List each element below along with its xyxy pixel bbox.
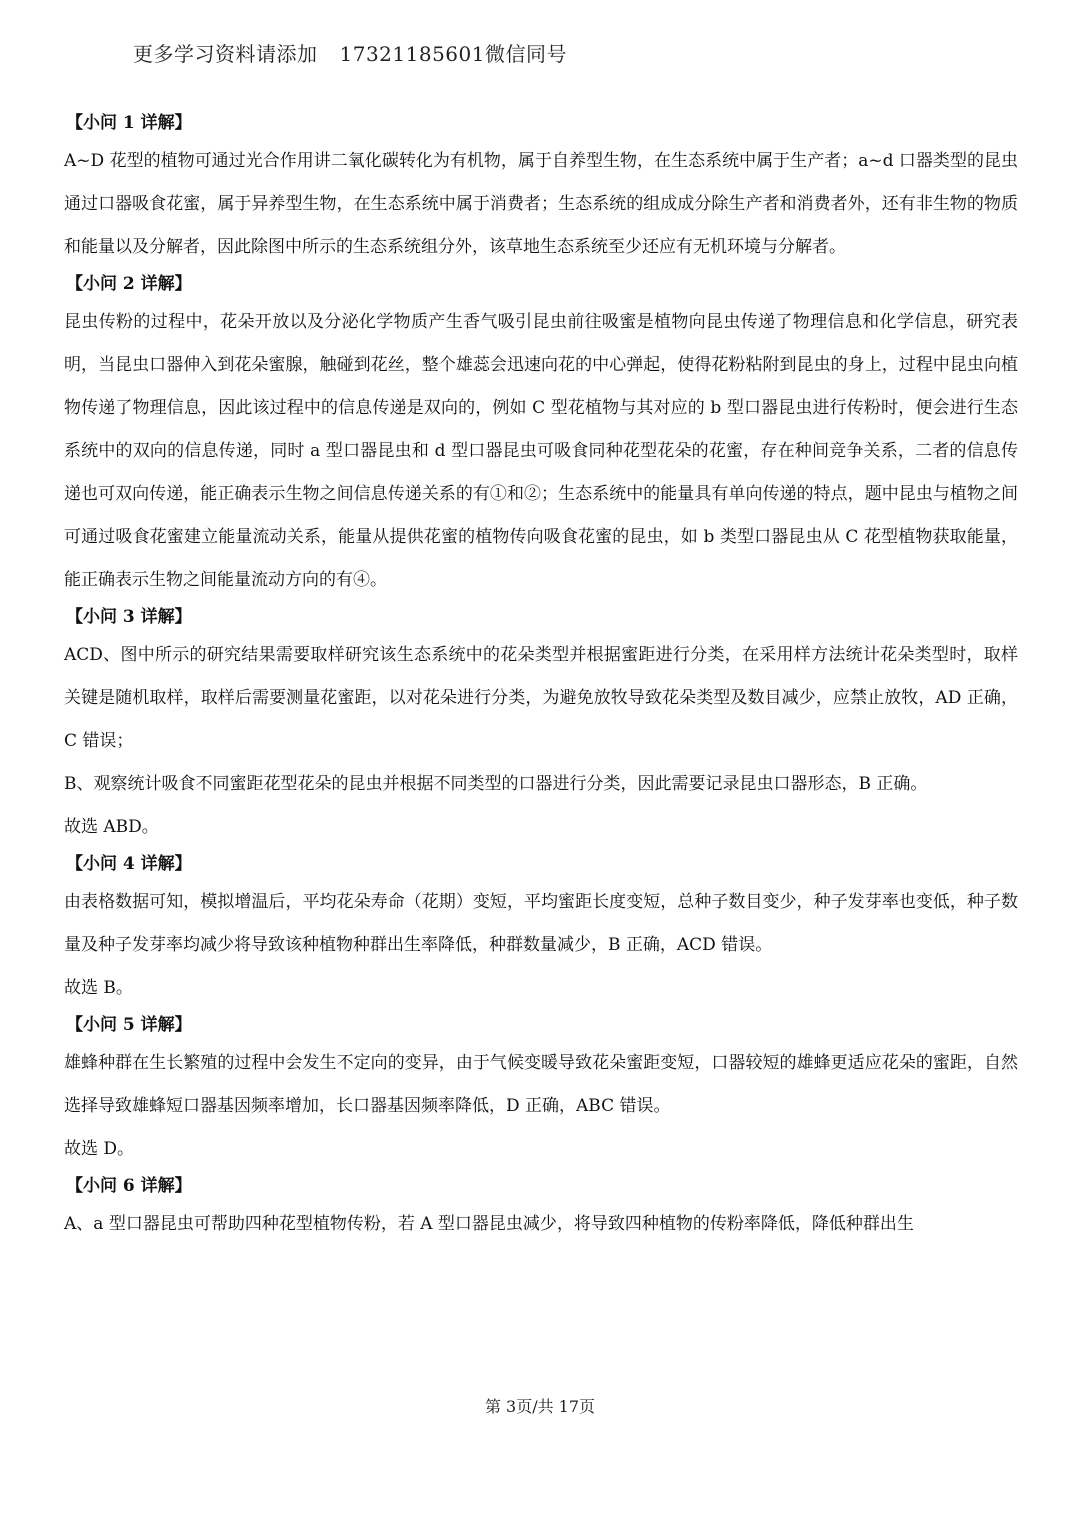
paragraph: 雄蜂种群在生长繁殖的过程中会发生不定向的变异，由于气候变暖导致花朵蜜距变短，口器较短的雄蜂更适应花朵的蜜距，自然选择导致雄蜂短口器基因频率增加，长口器基因频率降低，D 正确，ABC 错误。 [64, 1053, 1018, 1116]
paragraph: 昆虫传粉的过程中，花朵开放以及分泌化学物质产生香气吸引昆虫前往吸蜜是植物向昆虫传递了物理信息和化学信息，研究表明，当昆虫口器伸入到花朵蜜腺，触碰到花丝，整个雄蕊会迅速向花的中心弹起，使得花粉粘附到昆虫的身上，过程中昆虫向植物传递了物理信息，因此该过程中的信息传递是双向的，例如 C 型花植物与其对应的 b 型口器昆虫进行传粉时，便会进行生态系统中的双向的信息传递，同时 a 型口器昆虫和 d 型口器昆虫可吸食同种花型花朵的花蜜，存在种间竞争关系，二者的信息传递也可双向传递，能正确表示生物之间信息传递关系的有①和②；生态系统中的能量具有单向传递的特点，题中昆虫与植物之间可通过吸食花蜜建立能量流动关系，能量从提供花蜜的植物传向吸食花蜜的昆虫，如 b 类型口器昆虫从 C 花型植物获取能量，能正确表示生物之间能量流动方向的有④。 [64, 312, 1018, 590]
section-q5 [64, 1010, 1018, 1171]
page-number: 第 3页/共 17页 [484, 1397, 596, 1416]
answer-line: 故选 D。 [64, 1139, 135, 1159]
section-q2 [64, 269, 1018, 602]
paragraph: B、观察统计吸食不同蜜距花型花朵的昆虫并根据不同类型的口器进行分类，因此需要记录昆虫口器形态，B 正确。 [64, 774, 928, 794]
section-heading: 【小问 2 详解】 [66, 274, 192, 294]
section-q1 [64, 108, 1018, 269]
paragraph: ACD、图中所示的研究结果需要取样研究该生态系统中的花朵类型并根据蜜距进行分类，在采用样方法统计花朵类型时，取样关键是随机取样，取样后需要测量花蜜距，以对花朵进行分类，为避免放牧导致花朵类型及数目减少，应禁止放牧，AD 正确，C 错误； [64, 645, 1018, 751]
header-note-text: 更多学习资料请添加 [133, 42, 318, 66]
document-body [64, 108, 1018, 1246]
section-heading: 【小问 4 详解】 [66, 854, 192, 874]
header-contact-note [133, 38, 567, 67]
header-contact-text: 17321185601微信同号 [339, 42, 567, 66]
answer-line: 故选 ABD。 [64, 817, 159, 837]
section-q6 [64, 1171, 1018, 1246]
paragraph: 由表格数据可知，模拟增温后，平均花朵寿命（花期）变短，平均蜜距长度变短，总种子数目变少，种子发芽率也变低，种子数量及种子发芽率均减少将导致该种植物种群出生率降低，种群数量减少，B 正确，ACD 错误。 [64, 892, 1018, 955]
section-heading: 【小问 3 详解】 [66, 607, 192, 627]
section-q3 [64, 602, 1018, 849]
paragraph: A~D 花型的植物可通过光合作用讲二氧化碳转化为有机物，属于自养型生物，在生态系统中属于生产者；a~d 口器类型的昆虫通过口器吸食花蜜，属于异养型生物，在生态系统中属于消费者；生态系统的组成成分除生产者和消费者外，还有非生物的物质和能量以及分解者，因此除图中所示的生态系统组分外，该草地生态系统至少还应有无机环境与分解者。 [64, 151, 1018, 257]
section-q4 [64, 849, 1018, 1010]
section-heading: 【小问 1 详解】 [66, 113, 192, 133]
answer-line: 故选 B。 [64, 978, 133, 998]
section-heading: 【小问 5 详解】 [66, 1015, 192, 1035]
paragraph: A、a 型口器昆虫可帮助四种花型植物传粉，若 A 型口器昆虫减少，将导致四种植物的传粉率降低，降低种群出生 [64, 1214, 914, 1234]
section-heading: 【小问 6 详解】 [66, 1176, 192, 1196]
